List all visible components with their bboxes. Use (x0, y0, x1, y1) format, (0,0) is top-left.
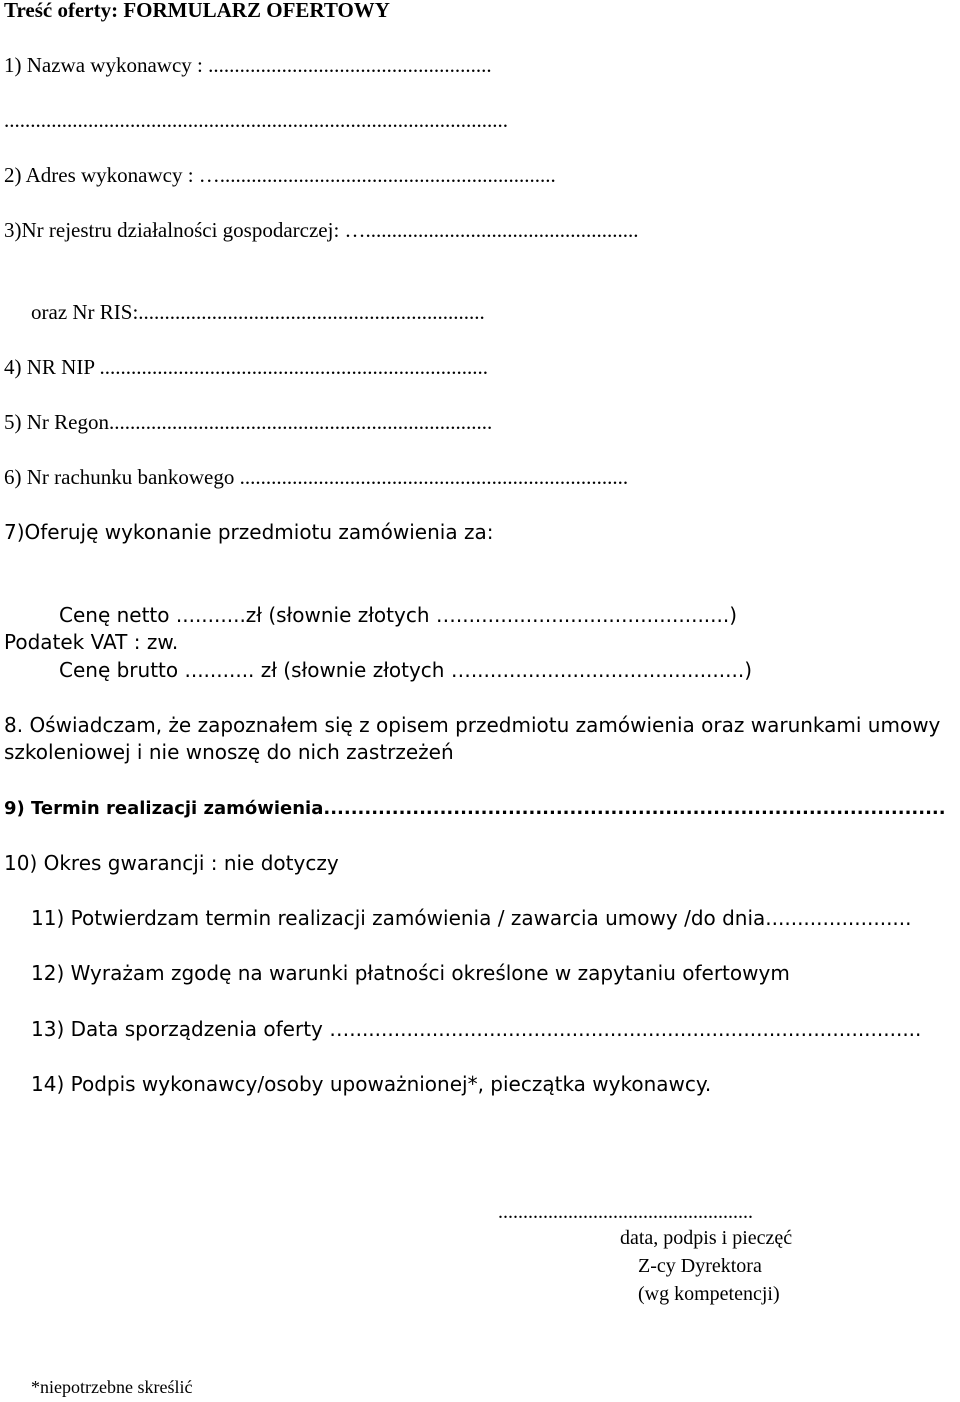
consent-12: 12) Wyrażam zgodę na warunki płatności określone w zapytaniu ofertowym (31, 961, 790, 985)
offer-intro: 7)Oferuję wykonanie przedmiotu zamówienia za: (4, 520, 494, 544)
term-9: 9) Termin realizacji zamówienia........................................................................................... (4, 798, 946, 819)
footnote: *niepotrzebne skreślić (31, 1377, 193, 1397)
signature-caption: data, podpis i pieczęć (620, 1227, 793, 1249)
date-13: 13) Data sporządzenia oferty ….......................................................................................... (31, 1017, 922, 1041)
statement-8-line1: 8. Oświadczam, że zapoznałem się z opisem przedmiotu zamówienia oraz warunkami umowy (4, 713, 941, 737)
warranty-10: 10) Okres gwarancji : nie dotyczy (4, 851, 339, 875)
field-contractor-name: 1) Nazwa wykonawcy : ...................................................... (4, 53, 492, 77)
net-price-line: Cenę netto ...........zł (słownie złotych …...........................................) (59, 603, 738, 627)
signature-role: Z-cy Dyrektora (638, 1255, 762, 1277)
field-registry-number: 3)Nr rejestru działalności gospodarczej: ….................................................... (4, 218, 639, 242)
confirm-11: 11) Potwierdzam termin realizacji zamówienia / zawarcia umowy /do dnia....................... (31, 906, 912, 930)
statement-8-line2: szkoleniowej i nie wnoszę do nich zastrzeżeń (4, 740, 454, 764)
signature-competence: (wg kompetencji) (638, 1283, 780, 1305)
signature-dots: ................................................... (498, 1201, 753, 1223)
document-title: Treść oferty: FORMULARZ OFERTOWY (4, 0, 390, 22)
signature-14: 14) Podpis wykonawcy/osoby upoważnionej*, pieczątka wykonawcy. (31, 1072, 712, 1096)
gross-price-line: Cenę brutto ........... zł (słownie złotych …...........................................) (59, 658, 752, 682)
vat-line: Podatek VAT : zw. (4, 630, 179, 654)
field-contractor-address: 2) Adres wykonawcy : …................................................................ (4, 163, 556, 187)
field-bank-account: 6) Nr rachunku bankowego .......................................................................... (4, 465, 629, 489)
field-regon: 5) Nr Regon......................................................................... (4, 410, 493, 434)
field-ris-number: oraz Nr RIS:.................................................................. (31, 300, 485, 324)
field-contractor-name-continued: ................................................................................................ (4, 108, 508, 132)
field-nip: 4) NR NIP .......................................................................... (4, 355, 488, 379)
